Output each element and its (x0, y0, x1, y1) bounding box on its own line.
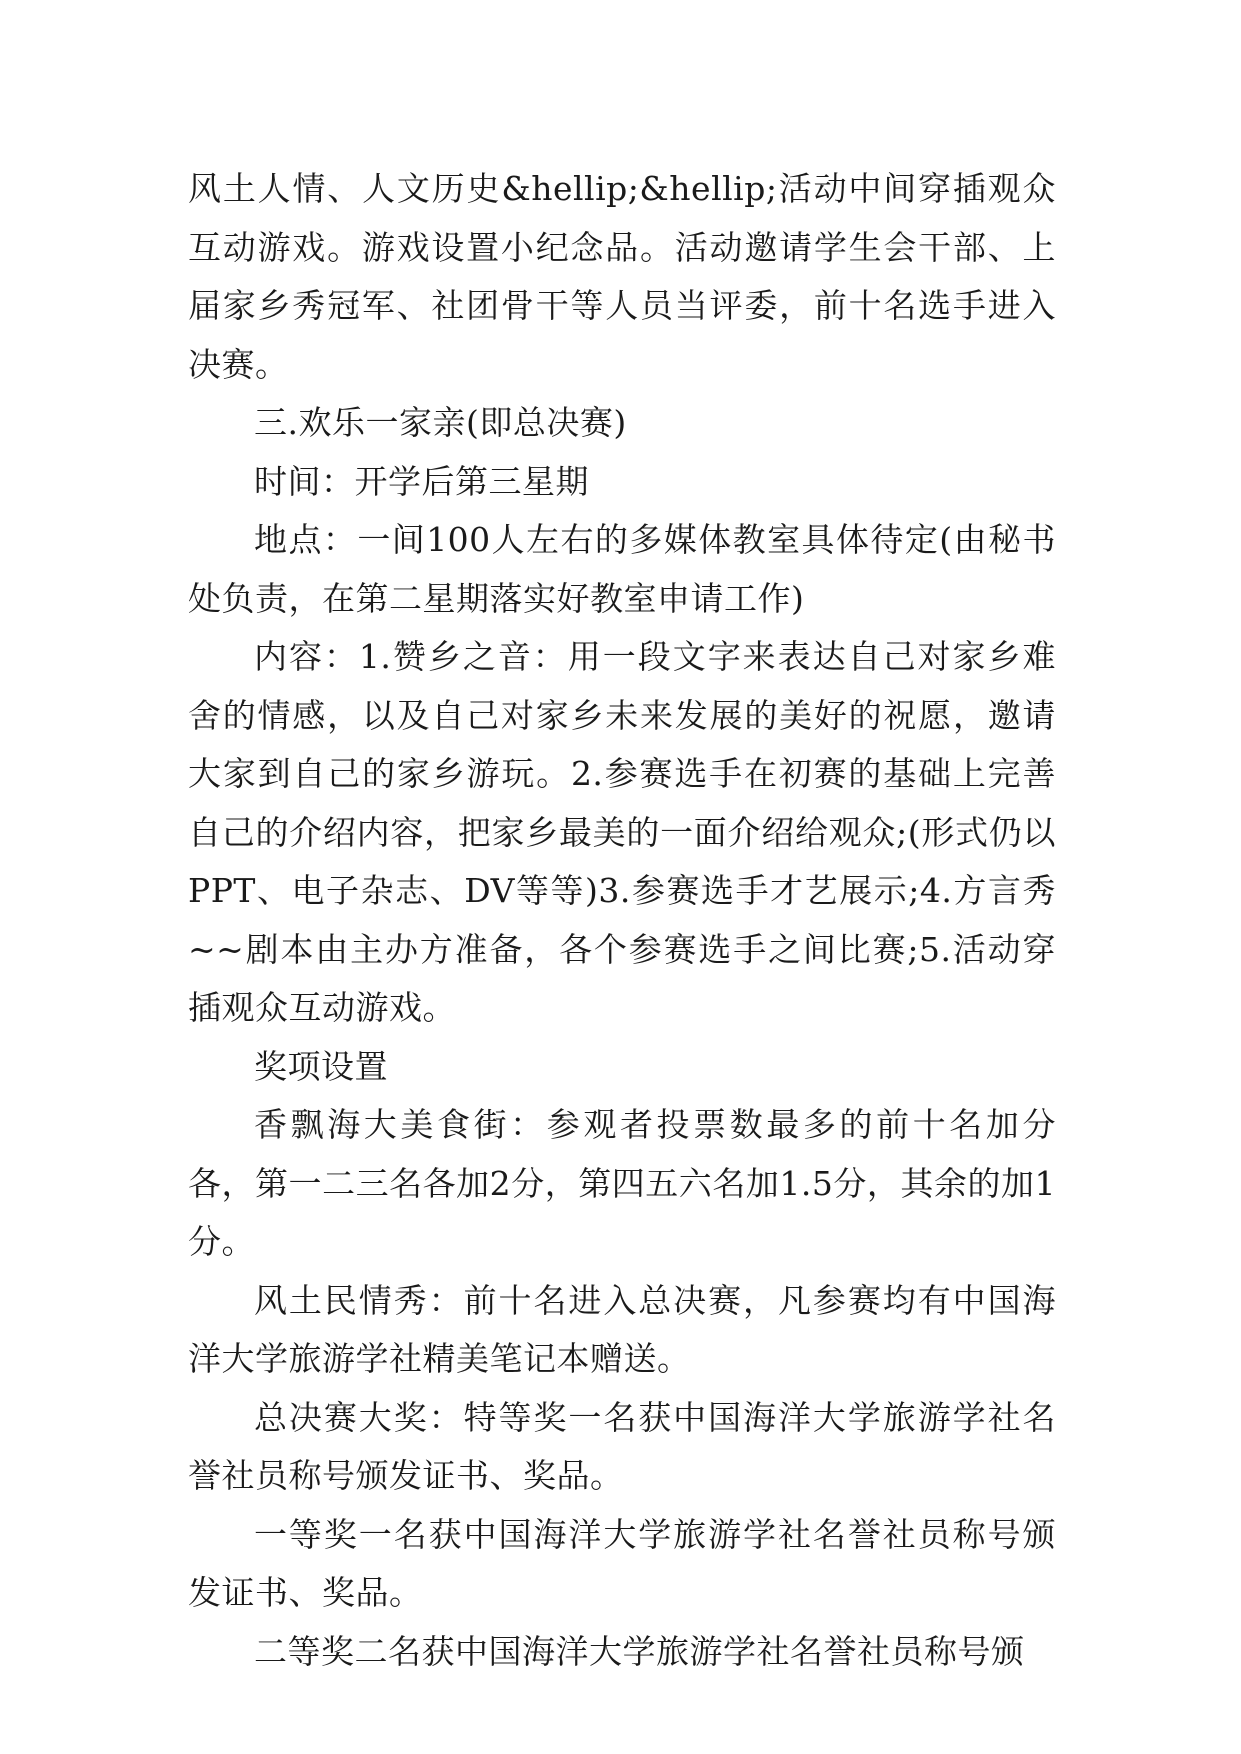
section-heading-awards: 奖项设置 (254, 1046, 388, 1086)
paragraph-customs-show-award: 风土民情秀：前十名进入总决赛，凡参赛均有中国海洋大学旅游学社精美笔记本赠送。 (188, 1280, 1056, 1378)
paragraph-time: 时间：开学后第三星期 (254, 461, 589, 501)
section-heading-final: 三.欢乐一家亲(即总决赛) (254, 403, 627, 442)
paragraph-first-prize: 一等奖一名获中国海洋大学旅游学社名誉社员称号颁发证书、奖品。 (188, 1514, 1056, 1612)
paragraph-content: 内容：1.赞乡之音：用一段文字来表达自己对家乡难舍的情感，以及自己对家乡未来发展的美好的祝愿，邀请大家到自己的家乡游玩。2.参赛选手在初赛的基础上完善自己的介绍内容，把家乡最美的一面介绍给观众;(形式仍以PPT、电子杂志、DV等等)3.参赛选手才艺展示;4.方言秀~~剧本由主办方准备，各个参赛选手之间比赛;5.活动穿插观众互动游戏。 (188, 637, 1056, 1027)
paragraph-food-street-award: 香飘海大美食街：参观者投票数最多的前十名加分各，第一二三名各加2分，第四五六名加1.5分，其余的加1分。 (188, 1105, 1056, 1261)
document-body (188, 160, 1056, 1681)
paragraph-second-prize: 二等奖二名获中国海洋大学旅游学社名誉社员称号颁 (254, 1631, 1025, 1671)
paragraph-grand-prize: 总决赛大奖：特等奖一名获中国海洋大学旅游学社名誉社员称号颁发证书、奖品。 (188, 1397, 1056, 1495)
paragraph-location: 地点：一间100人左右的多媒体教室具体待定(由秘书处负责，在第二星期落实好教室申请工作) (188, 520, 1056, 618)
paragraph-continuation: 风土人情、人文历史&hellip;&hellip;活动中间穿插观众互动游戏。游戏设置小纪念品。活动邀请学生会干部、上届家乡秀冠军、社团骨干等人员当评委，前十名选手进入决赛。 (188, 169, 1056, 384)
